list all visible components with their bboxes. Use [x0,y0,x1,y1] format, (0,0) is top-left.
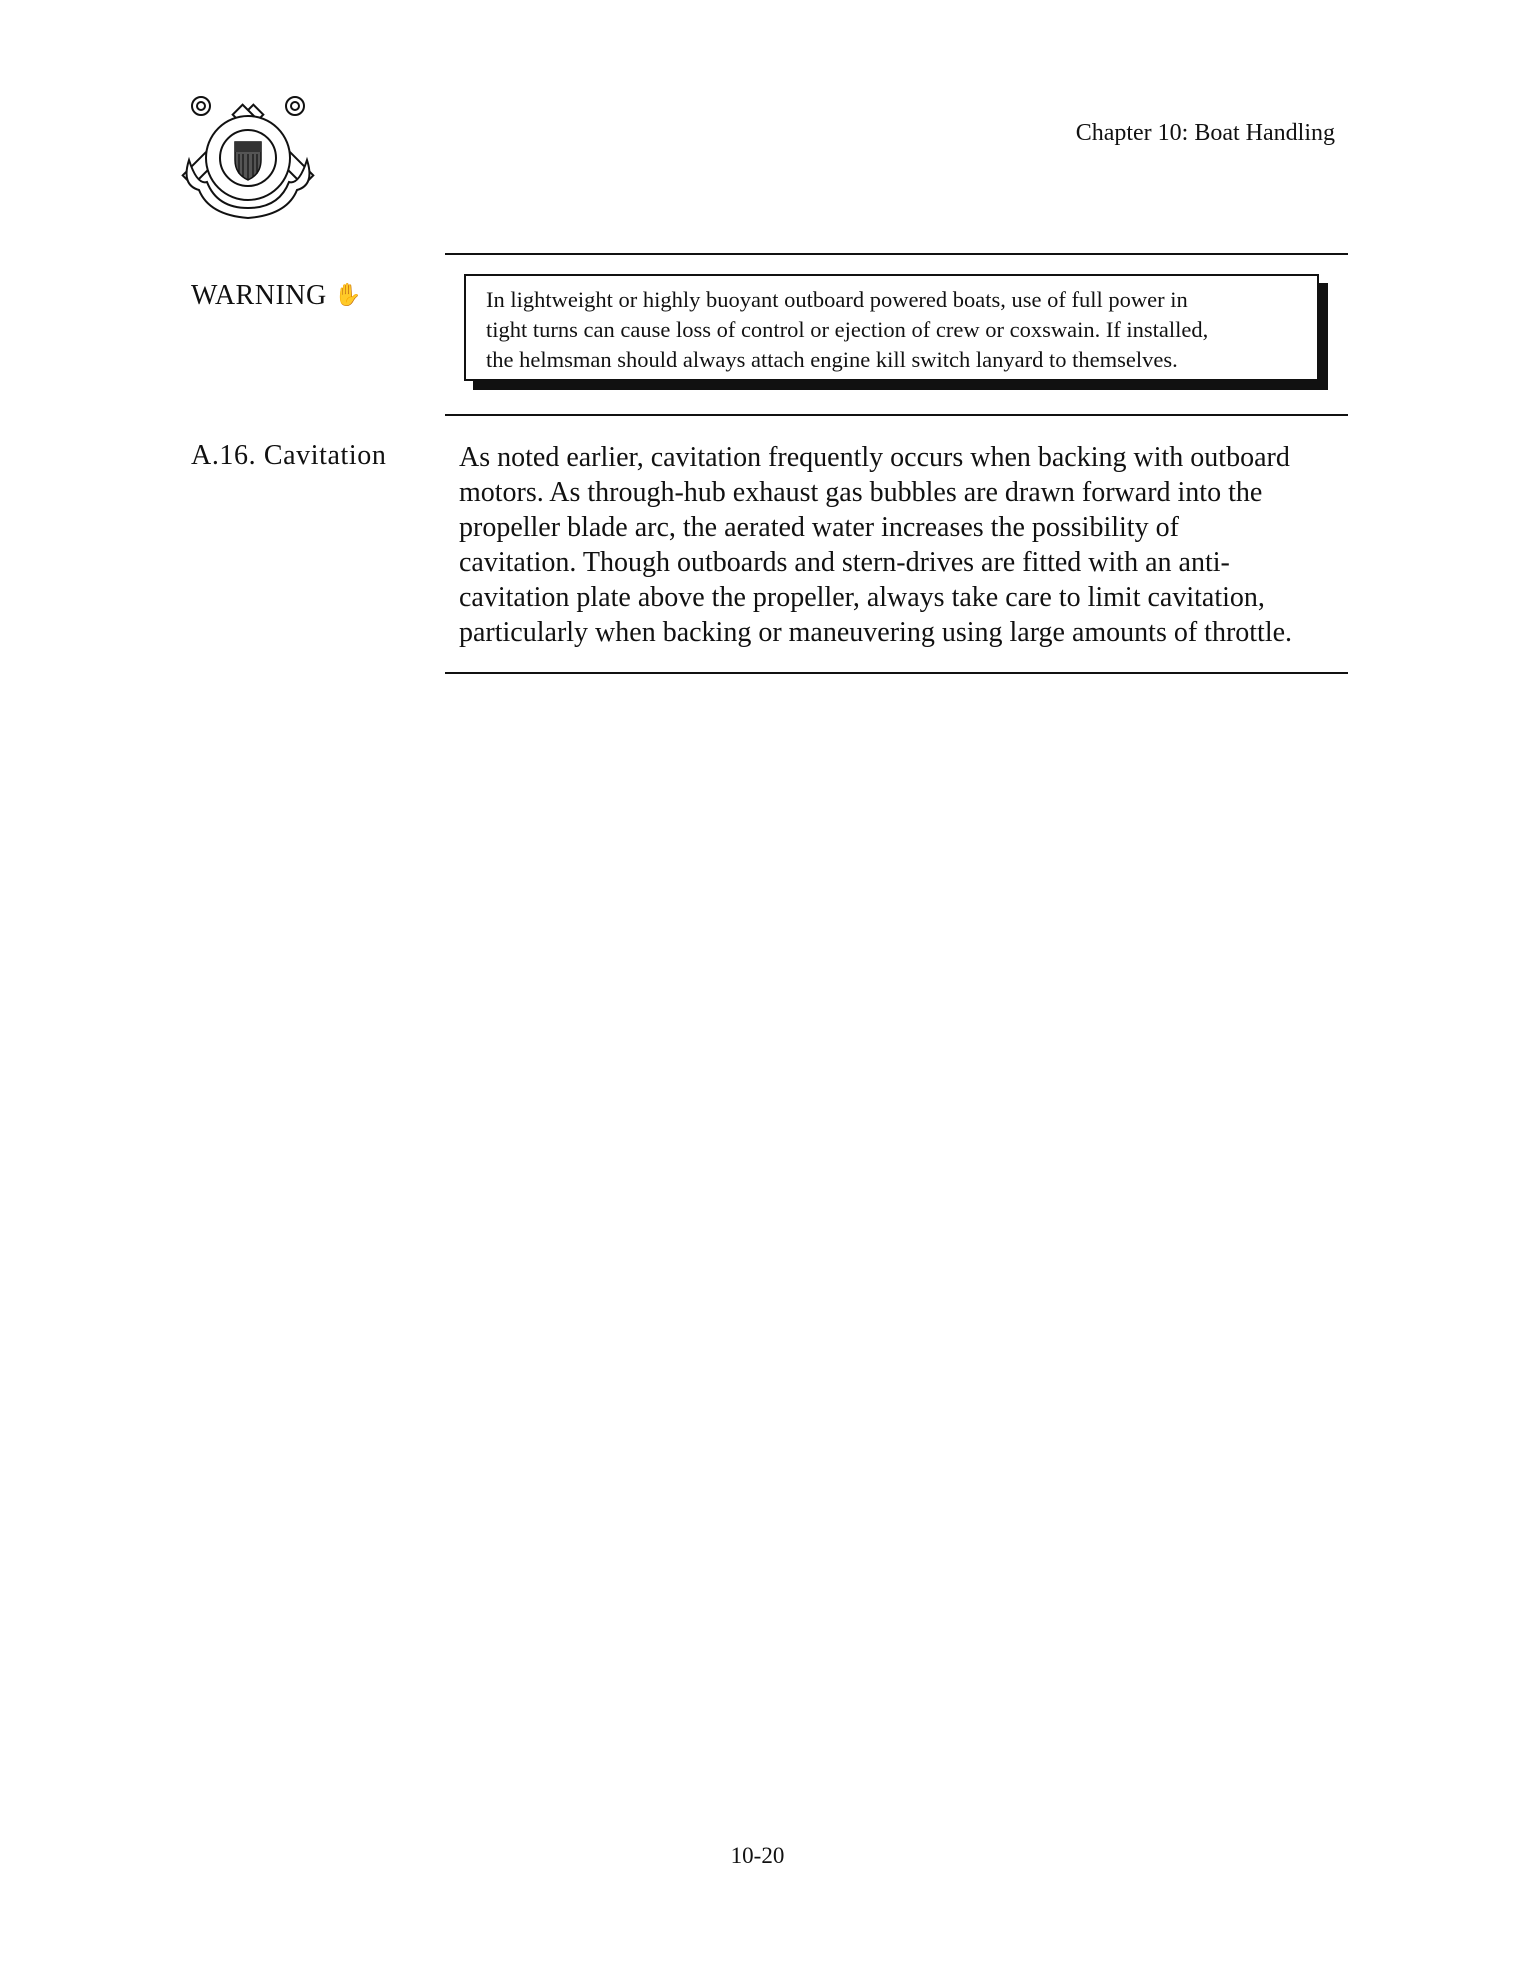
warning-label-text: WARNING [191,280,327,311]
body-line: particularly when backing or maneuvering using large amounts of throttle. [459,617,1293,648]
warning-line: In lightweight or highly buoyant outboard powered boats, use of full power in [486,287,1188,312]
divider-rule [445,414,1348,416]
hand-icon: ✋ [334,282,363,307]
warning-line: tight turns can cause loss of control or ejection of crew or coxswain. If installed, [486,317,1209,342]
section-heading: A.16. Cavitation [191,440,387,471]
body-line: cavitation plate above the propeller, always take care to limit cavitation, [459,582,1265,613]
warning-box [464,274,1319,381]
body-line: As noted earlier, cavitation frequently occurs when backing with outboard [459,442,1290,473]
body-line: cavitation. Though outboards and stern-drives are fitted with an anti- [459,547,1230,578]
warning-label [191,280,362,312]
body-line: motors. As through-hub exhaust gas bubbles are drawn forward into the [459,477,1263,508]
body-line: propeller blade arc, the aerated water increases the possibility of [459,512,1179,543]
section-body [459,440,1292,650]
page-number: 10-20 [730,1843,785,1868]
divider-rule [445,672,1348,674]
divider-rule [445,253,1348,255]
coast-guard-seal-logo [179,90,317,222]
chapter-header: Chapter 10: Boat Handling [1075,120,1335,146]
warning-line: the helmsman should always attach engine kill switch lanyard to themselves. [486,347,1178,372]
